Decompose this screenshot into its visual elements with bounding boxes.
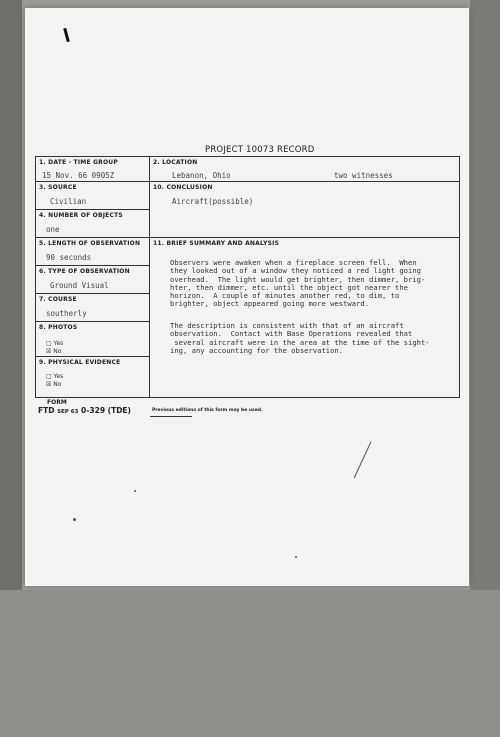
stray-dot xyxy=(134,490,136,492)
footer-date: SEP 63 xyxy=(57,409,79,415)
type-label: 6. TYPE OF OBSERVATION xyxy=(39,268,130,275)
source-label: 3. SOURCE xyxy=(39,184,77,191)
summary-label: 11. BRIEF SUMMARY AND ANALYSIS xyxy=(153,240,280,247)
ink-mark xyxy=(63,28,70,42)
stray-dot xyxy=(73,518,76,521)
photos-cell xyxy=(36,322,149,357)
source-cell xyxy=(36,182,149,210)
length-value: 90 seconds xyxy=(46,253,92,262)
conclusion-cell xyxy=(150,182,460,238)
footer-form-id xyxy=(38,406,131,415)
footer-underline xyxy=(150,416,192,417)
course-value: southerly xyxy=(46,309,87,318)
location-cell xyxy=(150,157,460,182)
date-time-value: 15 Nov. 66 0905Z xyxy=(42,171,115,180)
date-time-label: 1. DATE - TIME GROUP xyxy=(39,159,118,166)
physical-no-checkbox: ☒ No xyxy=(46,381,62,388)
date-time-cell xyxy=(36,157,149,182)
physical-yes-checkbox: □ Yes xyxy=(46,373,64,380)
course-cell xyxy=(36,294,149,322)
stray-dot xyxy=(295,556,297,558)
type-cell xyxy=(36,266,149,294)
photos-label: 8. PHOTOS xyxy=(39,324,78,331)
footer-note: Previous editions of this form may be used. xyxy=(152,408,263,413)
num-objects-label: 4. NUMBER OF OBJECTS xyxy=(39,212,123,219)
record-form xyxy=(35,156,460,398)
photos-yes-checkbox: □ Yes xyxy=(46,340,64,347)
length-label: 5. LENGTH OF OBSERVATION xyxy=(39,240,141,247)
conclusion-value: Aircraft(possible) xyxy=(172,197,254,206)
footer-form-label: FORM xyxy=(47,399,67,406)
location-label: 2. LOCATION xyxy=(153,159,198,166)
conclusion-label: 10. CONCLUSION xyxy=(153,184,213,191)
physical-evidence-label: 9. PHYSICAL EVIDENCE xyxy=(39,359,121,366)
summary-cell xyxy=(150,238,460,397)
page-title: PROJECT 10073 RECORD xyxy=(205,145,315,155)
summary-paragraph-2: The description is consistent with that of an aircraft observation. Contact with Base Operations revealed that several aircraft were in the area at the time of the sight- ing, any accounting for the observation. xyxy=(170,321,430,355)
physical-evidence-cell xyxy=(36,357,149,397)
footer-ftd: FTD xyxy=(38,406,55,415)
course-label: 7. COURSE xyxy=(39,296,77,303)
location-witnesses: two witnesses xyxy=(334,171,393,180)
num-objects-value: one xyxy=(46,225,60,234)
length-cell xyxy=(36,238,149,266)
source-value: Civilian xyxy=(50,197,87,206)
scan-border-bottom xyxy=(0,590,500,737)
location-value: Lebanon, Ohio xyxy=(172,171,231,180)
num-objects-cell xyxy=(36,210,149,238)
type-value: Ground Visual xyxy=(50,281,109,290)
photos-no-checkbox: ☒ No xyxy=(46,348,62,355)
footer-number: 0-329 (TDE) xyxy=(81,406,131,415)
summary-paragraph-1: Observers were awaken when a fireplace screen fell. When they looked out of a window they noticed a red light going overhead. The light would get brighter, then dimmer, brig- hter, then dimmer, etc. until the object got nearer the horizon. A couple of minutes another red, to dim, to brighter, object appeared going more westward. xyxy=(170,258,426,309)
